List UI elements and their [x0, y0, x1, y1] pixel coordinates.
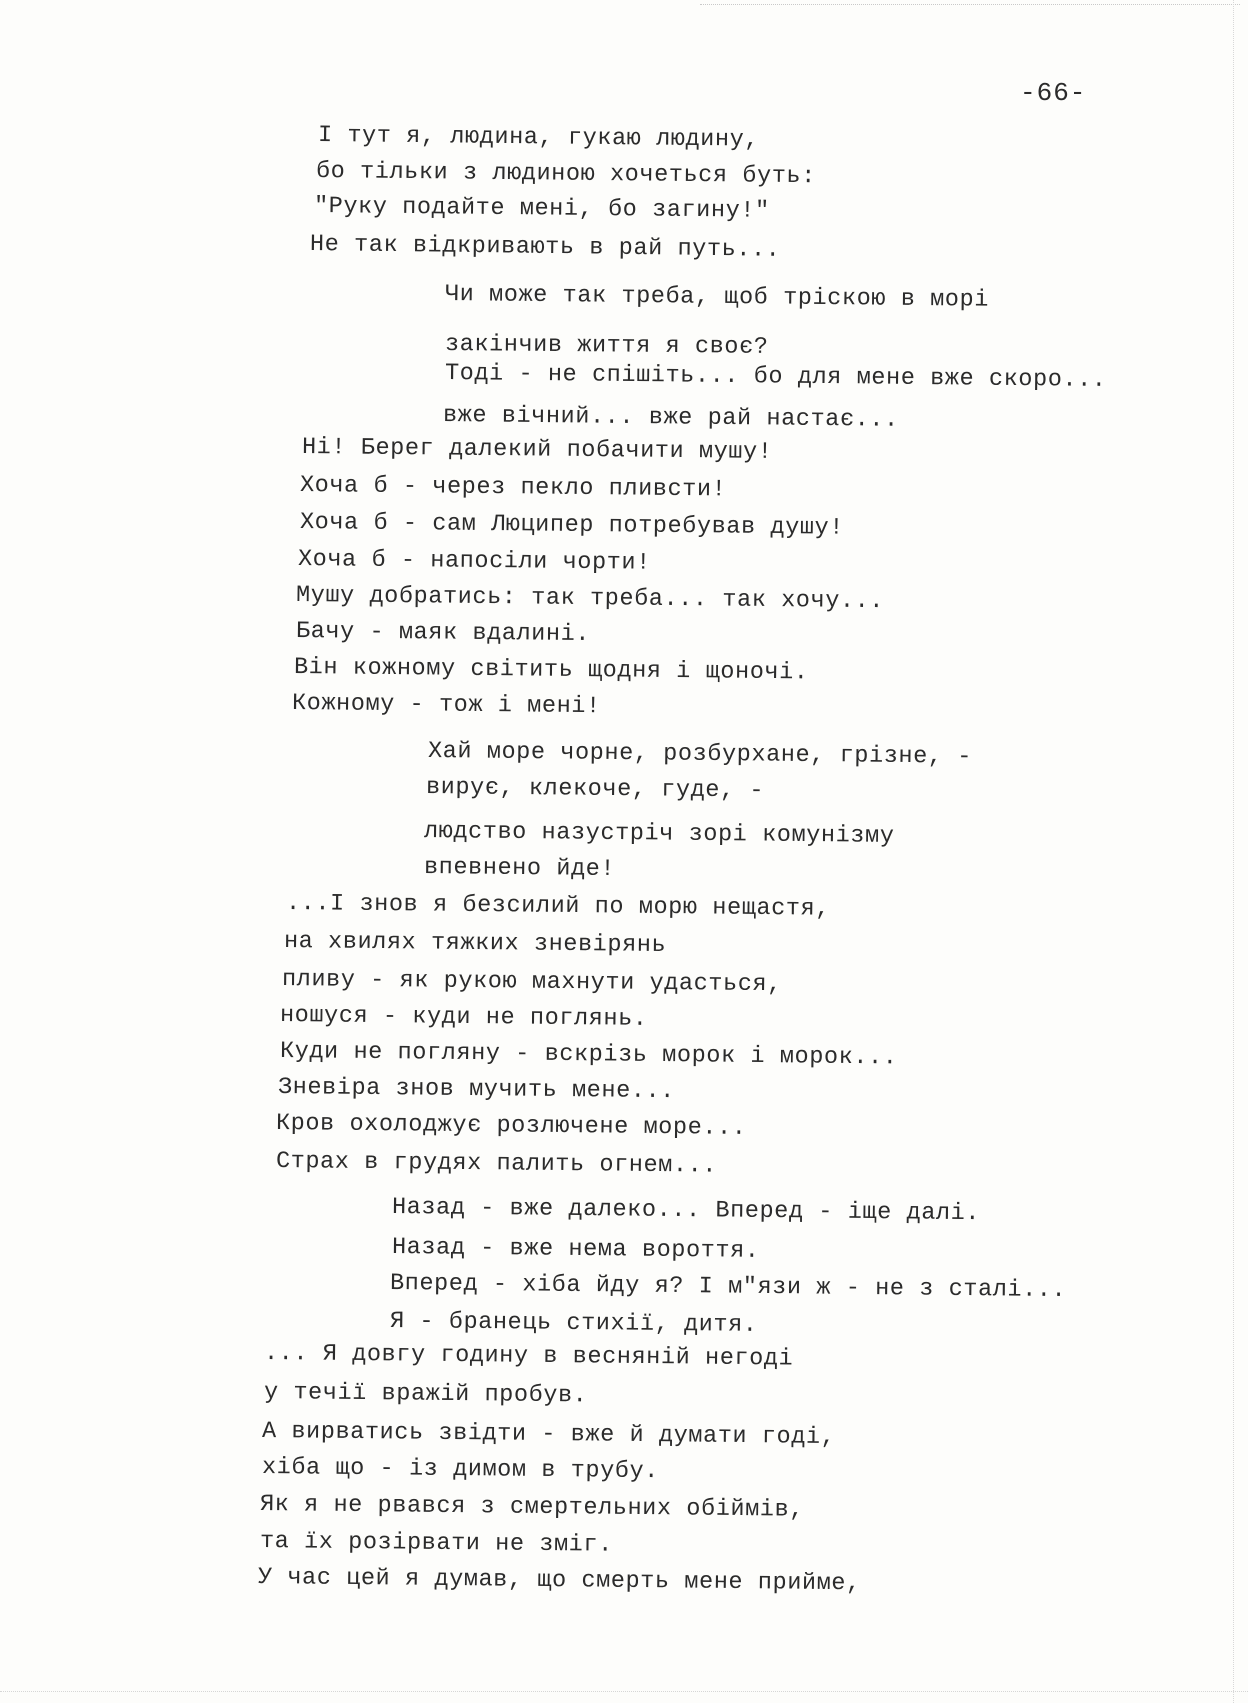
- text-line: Бачу - маяк вдалині.: [295, 618, 591, 649]
- text-line: Як я не рвався з смертельних обіймів,: [259, 1491, 805, 1524]
- text-line: на хвилях тяжких зневірянь: [283, 928, 667, 960]
- text-line: людство назустріч зорі комунізму: [423, 818, 895, 850]
- text-line: Чи може так треба, щоб тріскою в морі: [444, 281, 990, 314]
- scan-edge-bottom: [0, 1691, 1248, 1693]
- text-line: І тут я, людина, гукаю людину,: [317, 122, 760, 154]
- scan-edge-top: [700, 4, 1240, 6]
- text-line: Вперед - хіба йду я? І м"язи ж - не з сталі...: [389, 1270, 1067, 1305]
- page-number: -66-: [1020, 78, 1087, 108]
- text-line: Ні! Берег далекий побачити мушу!: [301, 434, 773, 466]
- text-line: Хоча б - напосіли чорти!: [297, 546, 651, 577]
- text-line: Хай море чорне, розбурхане, грізне, -: [427, 738, 973, 771]
- text-line: ношуся - куди не поглянь.: [279, 1002, 648, 1033]
- scan-edge-right: [1232, 0, 1234, 1703]
- text-line: ...І знов я безсилий по морю нещастя,: [285, 890, 831, 923]
- text-line: Кожному - тож і мені!: [291, 690, 601, 721]
- text-line: ... Я довгу годину в весняній негоді: [263, 1340, 794, 1373]
- text-line: Зневіра знов мучить мене...: [277, 1074, 676, 1106]
- text-line: Назад - вже далеко... Вперед - іще далі.: [391, 1194, 981, 1228]
- text-line: бо тільки з людиною хочеться буть:: [315, 158, 817, 191]
- text-line: У час цей я думав, що смерть мене прийме,: [257, 1564, 861, 1598]
- text-line: впевнено йде!: [423, 854, 616, 884]
- text-line: вирує, клекоче, гуде, -: [425, 774, 765, 805]
- text-line: Не так відкривають в рай путь...: [309, 231, 781, 264]
- text-line: хіба що - із димом в трубу.: [261, 1454, 660, 1486]
- text-line: Тоді - не спішіть... бо для мене вже скоро...: [444, 360, 1107, 394]
- text-line: пливу - як рукою махнути удасться,: [281, 966, 783, 999]
- text-line: Я - бранець стихії, дитя.: [389, 1308, 758, 1339]
- text-line: Куди не погляну - вскрізь морок і морок...: [279, 1038, 898, 1072]
- text-line: та їх розірвати не зміг.: [259, 1528, 613, 1559]
- text-line: Кров охолоджує розлючене море...: [275, 1110, 747, 1142]
- text-line: "Руку подайте мені, бо загину!": [313, 193, 770, 225]
- text-line: Страх в грудях палить огнем...: [275, 1148, 718, 1180]
- text-line: Хоча б - сам Люципер потребував душу!: [299, 509, 845, 542]
- text-line: у течії вражій пробув.: [263, 1379, 588, 1410]
- text-line: Він кожному світить щодня і щоночі.: [293, 654, 809, 687]
- text-line: Назад - вже нема вороття.: [391, 1234, 760, 1265]
- text-line: вже вічний... вже рай настає...: [442, 402, 899, 434]
- text-line: Мушу добратись: так треба... так хочу...: [295, 582, 885, 616]
- text-line: закінчив життя я своє?: [444, 331, 769, 361]
- text-line: А вирватись звідти - вже й думати годі,: [261, 1418, 836, 1452]
- text-line: Хоча б - через пекло пливсти!: [299, 472, 727, 504]
